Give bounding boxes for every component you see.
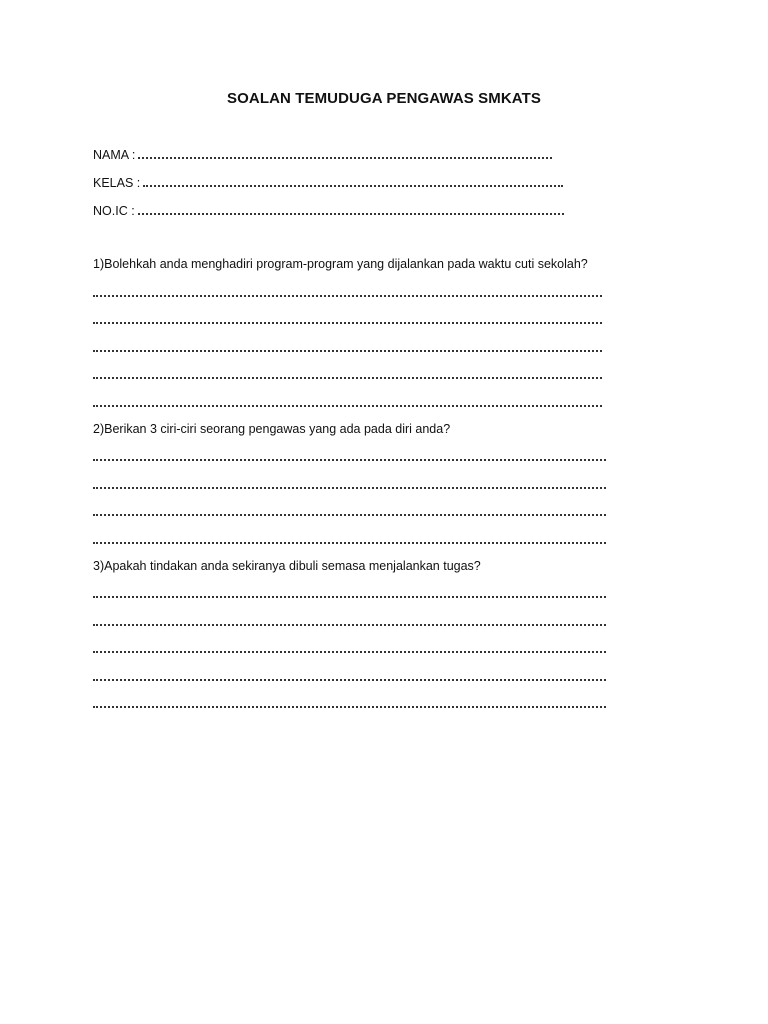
field-kelas-blank[interactable]: [143, 184, 563, 187]
answer-line[interactable]: [93, 595, 606, 598]
answer-line[interactable]: [93, 650, 606, 653]
question-3: 3)Apakah tindakan anda sekiranya dibuli semasa menjalankan tugas?: [93, 559, 481, 573]
field-kelas: [93, 175, 563, 191]
answer-line[interactable]: [93, 513, 606, 516]
field-noic: [93, 203, 564, 219]
field-noic-blank[interactable]: [138, 212, 564, 215]
answer-line[interactable]: [93, 705, 606, 708]
question-1: 1)Bolehkah anda menghadiri program-program yang dijalankan pada waktu cuti sekolah?: [93, 257, 588, 271]
answer-line[interactable]: [93, 486, 606, 489]
answer-line[interactable]: [93, 678, 606, 681]
answer-line[interactable]: [93, 321, 602, 324]
field-nama-label: NAMA :: [93, 148, 136, 162]
answer-line[interactable]: [93, 349, 602, 352]
field-kelas-label: KELAS :: [93, 176, 141, 190]
answer-line[interactable]: [93, 541, 606, 544]
field-nama: [93, 147, 552, 163]
field-noic-label: NO.IC :: [93, 204, 135, 218]
answer-line[interactable]: [93, 376, 602, 379]
answer-line[interactable]: [93, 623, 606, 626]
answer-line[interactable]: [93, 404, 602, 407]
field-nama-blank[interactable]: [138, 156, 552, 159]
answer-line[interactable]: [93, 294, 602, 297]
answer-line[interactable]: [93, 458, 606, 461]
page-title: SOALAN TEMUDUGA PENGAWAS SMKATS: [227, 90, 541, 107]
question-2: 2)Berikan 3 ciri-ciri seorang pengawas yang ada pada diri anda?: [93, 422, 451, 436]
